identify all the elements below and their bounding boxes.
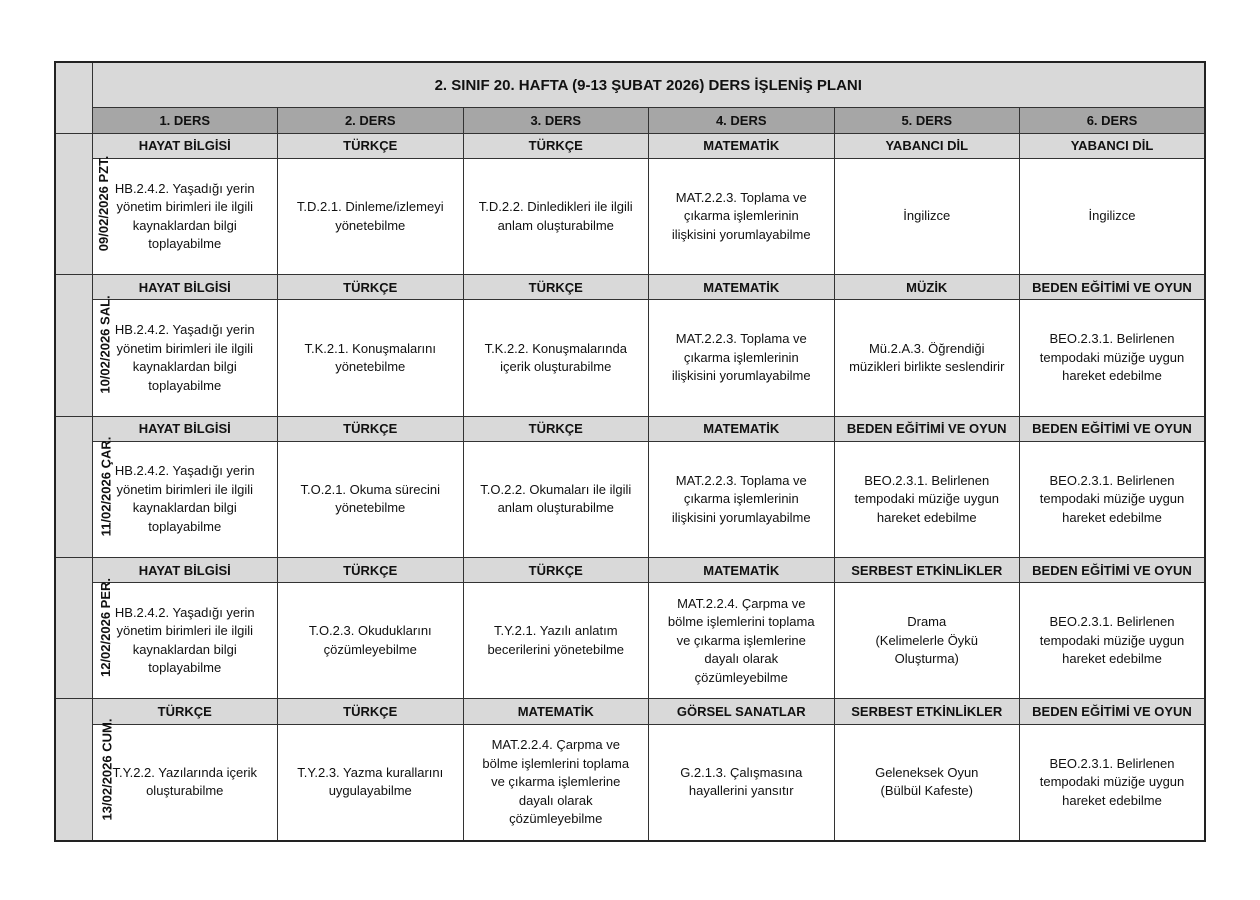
subject-cell: MATEMATİK <box>649 133 835 158</box>
subject-row <box>55 275 1205 300</box>
subject-cell: YABANCI DİL <box>834 133 1020 158</box>
subject-cell: YABANCI DİL <box>1020 133 1206 158</box>
subject-cell: TÜRKÇE <box>278 699 464 724</box>
lesson-plan-table <box>54 61 1206 842</box>
objective-cell: MAT.2.2.3. Toplama ve çıkarma işlemlerinin ilişkisini yorumlayabilme <box>649 300 835 416</box>
day-label-cell <box>55 699 115 841</box>
day-label-cell <box>55 275 113 416</box>
objective-cell: T.Y.2.1. Yazılı anlatım becerilerini yönetebilme <box>463 583 649 699</box>
day-label: 12/02/2026 PER. <box>98 578 114 678</box>
day-label: 13/02/2026 CUM. <box>99 718 115 821</box>
subject-cell: HAYAT BİLGİSİ <box>92 275 278 300</box>
column-header-3: 3. DERS <box>463 108 649 133</box>
column-header-5: 5. DERS <box>834 108 1020 133</box>
objective-cell: HB.2.4.2. Yaşadığı yerin yönetim birimleri ile ilgili kaynaklardan bilgi toplayabilme <box>92 583 278 699</box>
subject-cell: TÜRKÇE <box>463 275 649 300</box>
subject-cell: BEDEN EĞİTİMİ VE OYUN <box>1020 699 1206 724</box>
subject-row <box>55 558 1205 583</box>
subject-cell: TÜRKÇE <box>278 133 464 158</box>
objective-cell: T.D.2.2. Dinledikleri ile ilgili anlam oluşturabilme <box>463 158 649 274</box>
subject-row <box>55 416 1205 441</box>
day-label: 11/02/2026 ÇAR. <box>98 436 114 537</box>
column-header-2: 2. DERS <box>278 108 464 133</box>
objective-cell: İngilizce <box>1020 158 1206 274</box>
objective-cell: BEO.2.3.1. Belirlenen tempodaki müziğe uygun hareket edebilme <box>1020 441 1206 557</box>
subject-cell: TÜRKÇE <box>463 133 649 158</box>
subject-cell: MATEMATİK <box>649 275 835 300</box>
objective-cell: HB.2.4.2. Yaşadığı yerin yönetim birimleri ile ilgili kaynaklardan bilgi toplayabilme <box>92 158 278 274</box>
plan-title: 2. SINIF 20. HAFTA (9-13 ŞUBAT 2026) DERS İŞLENİŞ PLANI <box>92 62 1205 108</box>
day-label: 10/02/2026 SAL. <box>97 295 113 395</box>
subject-cell: SERBEST ETKİNLİKLER <box>834 558 1020 583</box>
subject-cell: MÜZİK <box>834 275 1020 300</box>
subject-cell: TÜRKÇE <box>463 416 649 441</box>
title-row <box>55 62 1205 108</box>
subject-cell: GÖRSEL SANATLAR <box>649 699 835 724</box>
subject-cell: HAYAT BİLGİSİ <box>92 558 278 583</box>
corner-cell <box>55 62 92 133</box>
objective-row <box>55 724 1205 841</box>
objective-row <box>55 300 1205 416</box>
subject-cell: TÜRKÇE <box>278 275 464 300</box>
subject-cell: BEDEN EĞİTİMİ VE OYUN <box>834 416 1020 441</box>
day-label-cell <box>55 133 112 274</box>
objective-cell: T.O.2.3. Okuduklarını çözümleyebilme <box>278 583 464 699</box>
objective-cell: T.Y.2.3. Yazma kurallarını uygulayabilme <box>278 724 464 841</box>
subject-cell: SERBEST ETKİNLİKLER <box>834 699 1020 724</box>
subject-row <box>55 133 1205 158</box>
subject-cell: TÜRKÇE <box>463 558 649 583</box>
subject-cell: MATEMATİK <box>649 558 835 583</box>
objective-row <box>55 158 1205 274</box>
subject-cell: MATEMATİK <box>649 416 835 441</box>
subject-cell: TÜRKÇE <box>92 699 278 724</box>
subject-cell: HAYAT BİLGİSİ <box>92 133 278 158</box>
column-header-4: 4. DERS <box>649 108 835 133</box>
objective-row <box>55 441 1205 557</box>
objective-row <box>55 583 1205 699</box>
column-header-6: 6. DERS <box>1020 108 1206 133</box>
subject-cell: BEDEN EĞİTİMİ VE OYUN <box>1020 275 1206 300</box>
objective-cell: BEO.2.3.1. Belirlenen tempodaki müziğe uygun hareket edebilme <box>1020 583 1206 699</box>
day-label-cell <box>55 558 114 699</box>
objective-cell: T.D.2.1. Dinleme/izlemeyi yönetebilme <box>278 158 464 274</box>
objective-cell: Geleneksek Oyun (Bülbül Kafeste) <box>834 724 1020 841</box>
day-label: 09/02/2026 PZT. <box>96 155 112 252</box>
objective-cell: MAT.2.2.3. Toplama ve çıkarma işlemlerinin ilişkisini yorumlayabilme <box>649 441 835 557</box>
objective-cell: T.O.2.2. Okumaları ile ilgili anlam oluşturabilme <box>463 441 649 557</box>
subject-cell: BEDEN EĞİTİMİ VE OYUN <box>1020 416 1206 441</box>
objective-cell: BEO.2.3.1. Belirlenen tempodaki müziğe uygun hareket edebilme <box>1020 724 1206 841</box>
objective-cell: T.K.2.2. Konuşmalarında içerik oluşturabilme <box>463 300 649 416</box>
objective-cell: MAT.2.2.3. Toplama ve çıkarma işlemlerinin ilişkisini yorumlayabilme <box>649 158 835 274</box>
objective-cell: HB.2.4.2. Yaşadığı yerin yönetim birimleri ile ilgili kaynaklardan bilgi toplayabilme <box>92 441 278 557</box>
subject-row <box>55 699 1205 724</box>
objective-cell: İngilizce <box>834 158 1020 274</box>
subject-cell: HAYAT BİLGİSİ <box>92 416 278 441</box>
column-header-1: 1. DERS <box>92 108 278 133</box>
objective-cell: Mü.2.A.3. Öğrendiği müzikleri birlikte seslendirir <box>834 300 1020 416</box>
objective-cell: BEO.2.3.1. Belirlenen tempodaki müziğe uygun hareket edebilme <box>834 441 1020 557</box>
subject-cell: MATEMATİK <box>463 699 649 724</box>
subject-cell: BEDEN EĞİTİMİ VE OYUN <box>1020 558 1206 583</box>
objective-cell: Drama (Kelimelerle Öykü Oluşturma) <box>834 583 1020 699</box>
objective-cell: T.Y.2.2. Yazılarında içerik oluşturabilme <box>92 724 278 841</box>
objective-cell: MAT.2.2.4. Çarpma ve bölme işlemlerini toplama ve çıkarma işlemlerine dayalı olarak çözümleyebilme <box>649 583 835 699</box>
day-label-cell <box>55 416 114 557</box>
objective-cell: HB.2.4.2. Yaşadığı yerin yönetim birimleri ile ilgili kaynaklardan bilgi toplayabilme <box>92 300 278 416</box>
objective-cell: G.2.1.3. Çalışmasına hayallerini yansıtır <box>649 724 835 841</box>
column-header-row <box>55 108 1205 133</box>
objective-cell: T.K.2.1. Konuşmalarını yönetebilme <box>278 300 464 416</box>
objective-cell: BEO.2.3.1. Belirlenen tempodaki müziğe uygun hareket edebilme <box>1020 300 1206 416</box>
subject-cell: TÜRKÇE <box>278 558 464 583</box>
objective-cell: T.O.2.1. Okuma sürecini yönetebilme <box>278 441 464 557</box>
subject-cell: TÜRKÇE <box>278 416 464 441</box>
objective-cell: MAT.2.2.4. Çarpma ve bölme işlemlerini toplama ve çıkarma işlemlerine dayalı olarak çözümleyebilme <box>463 724 649 841</box>
